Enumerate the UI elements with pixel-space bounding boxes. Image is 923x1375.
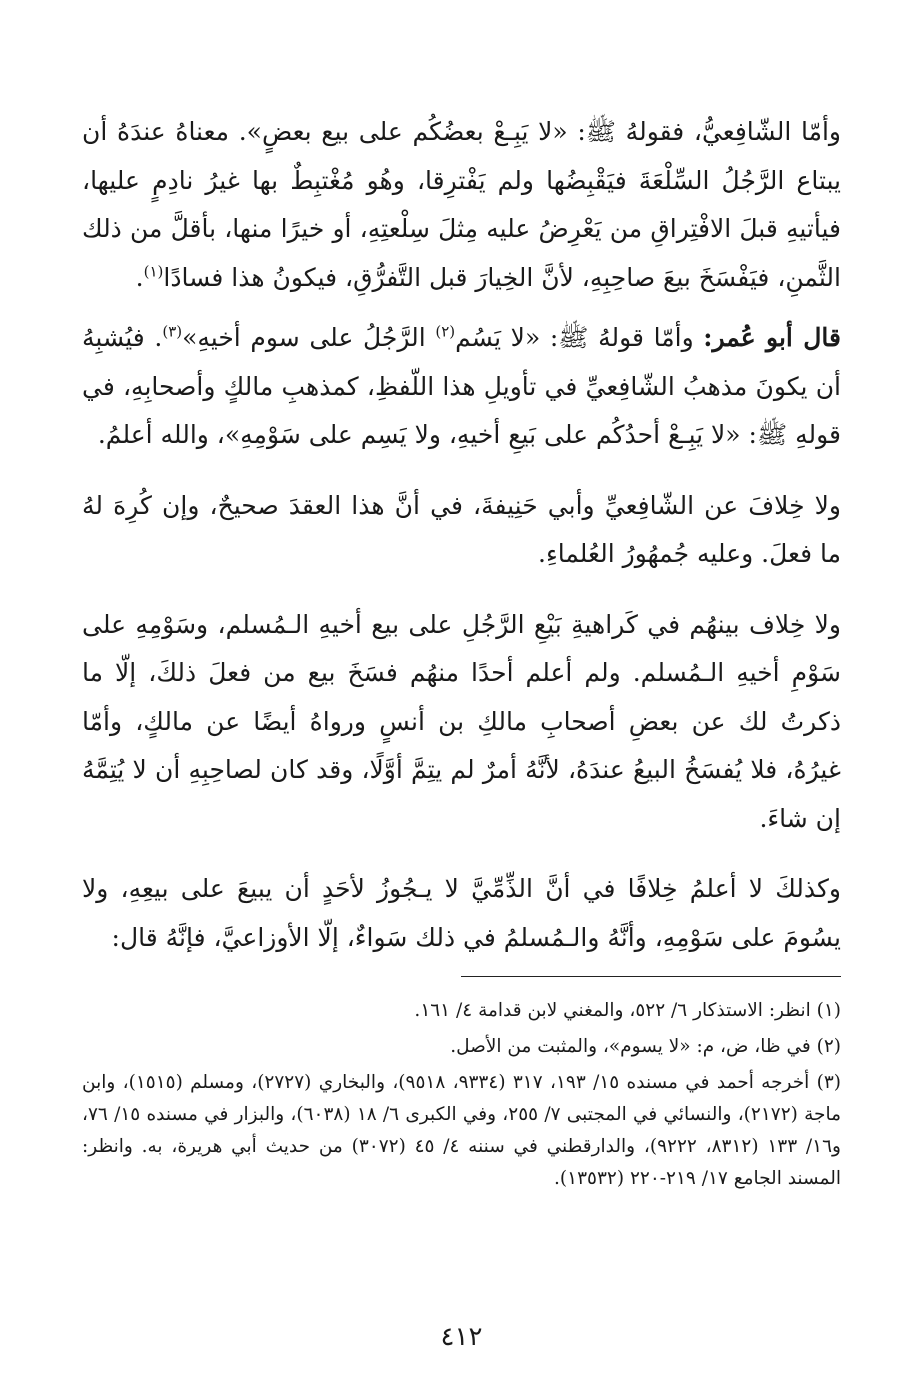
footnote-2: (٢) في ظا، ض، م: «لا يسوم»، والمثبت من الأصل. xyxy=(450,1036,841,1057)
main-text xyxy=(82,108,841,962)
footnote-ref-3: (٣) xyxy=(162,322,183,341)
paragraph-1-text: وأمّا الشّافِعيُّ، فقولهُ ﷺ: «لا يَبِـعْ بعضُكُم على بيع بعضٍ». معناهُ عندَهُ أن يبتاع الرَّجُلُ السِّلْعَةَ فيَقْبِضُها ولم يَفْترِقا، وهُو مُغْتبِطٌ بها غيرُ نادِمٍ عليها، فيأتيهِ قبلَ الافْتِراقِ من يَعْرِضُ عليه مِثلَ سِلْعتِهِ، أو خيرًا منها، بأقلَّ من ذلك الثَّمنِ، فيَفْسَخَ بيعَ صاحِبِهِ، لأنَّ الخِيارَ قبل التَّفرُّقِ، فيكونُ هذا فسادًا xyxy=(82,117,841,292)
page-number: ٤١٢ xyxy=(440,1322,483,1352)
paragraph-1-tail: . xyxy=(135,262,144,292)
paragraph-5: وكذلكَ لا أعلمُ خِلافًا في أنَّ الذِّمِّيَّ لا يـجُوزُ لأحَدٍ أن يبيعَ على بيعِهِ، ولا يسُومَ على سَوْمِهِ، وأنَّهُ والـمُسلمُ في ذلك سَواءٌ، إلّا الأوزاعيَّ، فإنَّهُ قال: xyxy=(82,874,841,952)
footnote-1: (١) انظر: الاستذكار ٦/ ٥٢٢، والمغني لابن قدامة ٤/ ١٦١. xyxy=(414,1000,841,1021)
paragraph-3: ولا خِلافَ عن الشّافِعيِّ وأبي حَنِيفةَ، في أنَّ هذا العقدَ صحيحٌ، وإن كُرِهَ لهُ ما فعلَ. وعليه جُمهُورُ العُلماءِ. xyxy=(82,490,841,568)
footnote-ref-1: (١) xyxy=(143,262,164,281)
paragraph-2 xyxy=(82,314,841,460)
footnote-3: (٣) أخرجه أحمد في مسنده ١٥/ ١٩٣، ٣١٧ (٩٣٣٤، ٩٥١٨)، والبخاري (٢٧٢٧)، ومسلم (١٥١٥)، وابن ماجة (٢١٧٢)، والنسائي في المجتبى ٧/ ٢٥٥، وفي الكبرى ٦/ ١٨ (٦٠٣٨)، والبزار في مسنده ١٥/ ٧٦، و١٦/ ١٣٣ (٨٣١٢، ٩٢٢٢)، والدارقطني في سننه ٤/ ٤٥ (٣٠٧٢) من حديث أبي هريرة، به. وانظر: المسند الجامع ١٧/ ٢١٩-٢٢٠ (١٣٥٣٢). xyxy=(82,1072,842,1189)
paragraph-4: ولا خِلاف بينهُم في كَراهيةِ بَيْعِ الرَّجُلِ على بيع أخيهِ الـمُسلم، وسَوْمِهِ على سَوْمِ أخيهِ الـمُسلم. ولم أعلم أحدًا منهُم فسَخَ بيع من فعلَ ذلكَ، إلّا ما ذكرتُ لك عن بعضِ أصحابِ مالكِ بن أنسٍ ورواهُ أيضًا عن مالكٍ، وأمّا غيرُهُ، فلا يُفسَخُ البيعُ عندَهُ، لأنَّهُ أمرٌ لم يتِمَّ أوَّلًا، وقد كان لصاحِبِهِ أن لا يُتِمَّهُ إن شاءَ. xyxy=(82,609,841,833)
footnote-divider xyxy=(461,976,841,977)
paragraph-2-text-c: . فيُشبِهُ أن يكونَ مذهبُ الشّافِعيِّ في تأويلِ هذا اللّفظِ، كمذهبِ مالكٍ وأصحابِهِ، في قولهِ ﷺ: «لا يَبِـعْ أحدُكُم على بَيعِ أخيهِ، ولا يَسِم على سَوْمِهِ»، والله أعلمُ. xyxy=(82,323,841,449)
footnotes xyxy=(82,995,841,1195)
paragraph-1 xyxy=(82,108,841,302)
paragraph-2-text-b: الرَّجُلُ على سوم أخيهِ» xyxy=(182,323,436,352)
footnote-ref-2: (٢) xyxy=(435,322,456,341)
paragraph-2-text-a: وأمّا قولهُ ﷺ: «لا يَسُم xyxy=(455,323,704,352)
speaker-label: قال أبو عُمر: xyxy=(703,323,841,352)
